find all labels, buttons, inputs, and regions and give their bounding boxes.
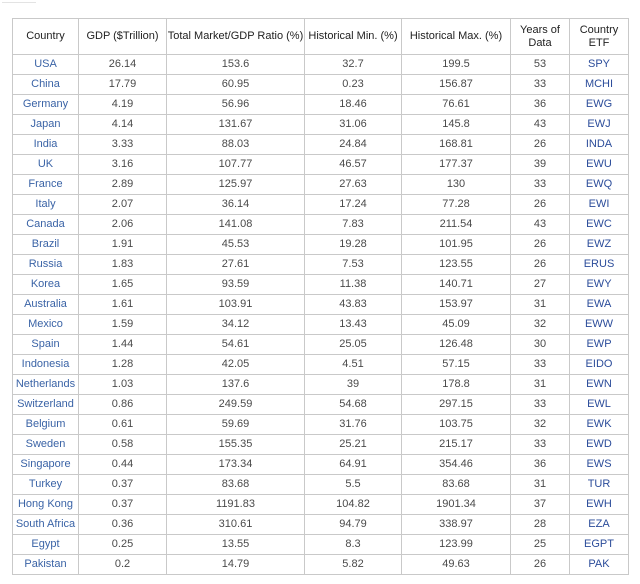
cell-country-etf: EWN [570, 375, 629, 395]
cell-market-gdp-ratio: 60.95 [167, 75, 305, 95]
cell-country: China [13, 75, 79, 95]
cell-country: Netherlands [13, 375, 79, 395]
cell-market-gdp-ratio: 137.6 [167, 375, 305, 395]
market-gdp-table [12, 18, 629, 575]
cell-historical-min: 0.23 [305, 75, 402, 95]
cell-country: Australia [13, 295, 79, 315]
cell-historical-max: 168.81 [402, 135, 511, 155]
cell-gdp: 1.59 [79, 315, 167, 335]
cell-gdp: 0.61 [79, 415, 167, 435]
cell-country: Brazil [13, 235, 79, 255]
cell-market-gdp-ratio: 249.59 [167, 395, 305, 415]
cell-country: Japan [13, 115, 79, 135]
cell-years-of-data: 33 [511, 355, 570, 375]
cell-country: France [13, 175, 79, 195]
cell-gdp: 26.14 [79, 55, 167, 75]
cell-gdp: 1.44 [79, 335, 167, 355]
cell-country: India [13, 135, 79, 155]
cell-market-gdp-ratio: 88.03 [167, 135, 305, 155]
cell-historical-max: 45.09 [402, 315, 511, 335]
table-header-row [13, 19, 629, 55]
cell-years-of-data: 33 [511, 435, 570, 455]
cell-historical-min: 25.21 [305, 435, 402, 455]
cell-historical-min: 43.83 [305, 295, 402, 315]
cell-market-gdp-ratio: 13.55 [167, 535, 305, 555]
cell-country: Mexico [13, 315, 79, 335]
cell-gdp: 3.16 [79, 155, 167, 175]
cell-country-etf: EWQ [570, 175, 629, 195]
cell-years-of-data: 27 [511, 275, 570, 295]
table-row [13, 135, 629, 155]
cell-country: Canada [13, 215, 79, 235]
cell-historical-min: 31.06 [305, 115, 402, 135]
table-row [13, 115, 629, 135]
cell-years-of-data: 26 [511, 195, 570, 215]
cell-country: USA [13, 55, 79, 75]
cell-historical-max: 199.5 [402, 55, 511, 75]
cell-country-etf: EWK [570, 415, 629, 435]
cell-historical-min: 11.38 [305, 275, 402, 295]
cell-country: Russia [13, 255, 79, 275]
cell-historical-max: 211.54 [402, 215, 511, 235]
header-historical-min: Historical Min. (%) [305, 19, 402, 55]
cell-years-of-data: 32 [511, 415, 570, 435]
cell-historical-max: 140.71 [402, 275, 511, 295]
table-row [13, 435, 629, 455]
cell-historical-max: 76.61 [402, 95, 511, 115]
cell-market-gdp-ratio: 1191.83 [167, 495, 305, 515]
cell-country: Pakistan [13, 555, 79, 575]
cell-years-of-data: 26 [511, 135, 570, 155]
table-row [13, 395, 629, 415]
cell-historical-min: 24.84 [305, 135, 402, 155]
table-row [13, 335, 629, 355]
cell-historical-max: 101.95 [402, 235, 511, 255]
cell-market-gdp-ratio: 153.6 [167, 55, 305, 75]
table-row [13, 495, 629, 515]
cell-country-etf: INDA [570, 135, 629, 155]
cell-market-gdp-ratio: 93.59 [167, 275, 305, 295]
cell-gdp: 4.19 [79, 95, 167, 115]
cell-historical-min: 17.24 [305, 195, 402, 215]
cell-country-etf: EWS [570, 455, 629, 475]
cell-historical-max: 49.63 [402, 555, 511, 575]
cell-years-of-data: 26 [511, 555, 570, 575]
cell-gdp: 2.89 [79, 175, 167, 195]
header-market-gdp-ratio: Total Market/GDP Ratio (%) [167, 19, 305, 55]
table-row [13, 375, 629, 395]
cell-country-etf: EWA [570, 295, 629, 315]
cell-market-gdp-ratio: 56.96 [167, 95, 305, 115]
cell-years-of-data: 36 [511, 95, 570, 115]
cell-market-gdp-ratio: 310.61 [167, 515, 305, 535]
cell-years-of-data: 26 [511, 235, 570, 255]
cell-gdp: 1.83 [79, 255, 167, 275]
cell-market-gdp-ratio: 103.91 [167, 295, 305, 315]
cell-historical-min: 46.57 [305, 155, 402, 175]
table-row [13, 415, 629, 435]
table-row [13, 215, 629, 235]
cell-market-gdp-ratio: 155.35 [167, 435, 305, 455]
cell-gdp: 0.44 [79, 455, 167, 475]
cell-years-of-data: 31 [511, 295, 570, 315]
cell-country-etf: EIDO [570, 355, 629, 375]
cell-country: Egypt [13, 535, 79, 555]
cell-historical-max: 156.87 [402, 75, 511, 95]
header-country: Country [13, 19, 79, 55]
cell-historical-min: 27.63 [305, 175, 402, 195]
cell-country-etf: EWH [570, 495, 629, 515]
table-row [13, 155, 629, 175]
cell-historical-min: 54.68 [305, 395, 402, 415]
cell-country-etf: EWW [570, 315, 629, 335]
cell-historical-max: 145.8 [402, 115, 511, 135]
cell-country: South Africa [13, 515, 79, 535]
header-historical-max: Historical Max. (%) [402, 19, 511, 55]
cell-historical-max: 177.37 [402, 155, 511, 175]
cell-historical-min: 25.05 [305, 335, 402, 355]
cell-country-etf: EWI [570, 195, 629, 215]
table-row [13, 255, 629, 275]
cell-country-etf: PAK [570, 555, 629, 575]
cell-country: Singapore [13, 455, 79, 475]
cell-gdp: 0.86 [79, 395, 167, 415]
cell-market-gdp-ratio: 125.97 [167, 175, 305, 195]
cell-historical-min: 39 [305, 375, 402, 395]
cell-years-of-data: 43 [511, 215, 570, 235]
table-row [13, 75, 629, 95]
cell-gdp: 1.91 [79, 235, 167, 255]
cell-historical-min: 4.51 [305, 355, 402, 375]
cell-market-gdp-ratio: 59.69 [167, 415, 305, 435]
cell-market-gdp-ratio: 131.67 [167, 115, 305, 135]
cell-historical-max: 215.17 [402, 435, 511, 455]
cell-years-of-data: 25 [511, 535, 570, 555]
cell-years-of-data: 30 [511, 335, 570, 355]
cell-country-etf: EWZ [570, 235, 629, 255]
cell-gdp: 3.33 [79, 135, 167, 155]
cell-gdp: 4.14 [79, 115, 167, 135]
cell-years-of-data: 37 [511, 495, 570, 515]
header-country-etf: Country ETF [570, 19, 629, 55]
cell-gdp: 17.79 [79, 75, 167, 95]
table-row [13, 95, 629, 115]
cell-market-gdp-ratio: 14.79 [167, 555, 305, 575]
table-row [13, 315, 629, 335]
cell-country-etf: EWP [570, 335, 629, 355]
cell-historical-max: 77.28 [402, 195, 511, 215]
cell-years-of-data: 36 [511, 455, 570, 475]
cell-country-etf: EWD [570, 435, 629, 455]
cell-country: Korea [13, 275, 79, 295]
cell-historical-min: 64.91 [305, 455, 402, 475]
market-gdp-table-container [12, 18, 628, 575]
cell-country-etf: EWJ [570, 115, 629, 135]
cell-gdp: 1.61 [79, 295, 167, 315]
cell-years-of-data: 28 [511, 515, 570, 535]
cell-country: Italy [13, 195, 79, 215]
header-gdp: GDP ($Trillion) [79, 19, 167, 55]
decorative-rule [2, 2, 36, 11]
cell-country-etf: EWG [570, 95, 629, 115]
cell-market-gdp-ratio: 45.53 [167, 235, 305, 255]
cell-historical-max: 123.55 [402, 255, 511, 275]
cell-historical-max: 178.8 [402, 375, 511, 395]
cell-historical-min: 31.76 [305, 415, 402, 435]
cell-historical-min: 13.43 [305, 315, 402, 335]
cell-country-etf: EWL [570, 395, 629, 415]
cell-market-gdp-ratio: 34.12 [167, 315, 305, 335]
cell-years-of-data: 26 [511, 255, 570, 275]
table-row [13, 555, 629, 575]
cell-market-gdp-ratio: 107.77 [167, 155, 305, 175]
cell-historical-min: 5.82 [305, 555, 402, 575]
cell-historical-max: 153.97 [402, 295, 511, 315]
cell-years-of-data: 39 [511, 155, 570, 175]
cell-gdp: 2.07 [79, 195, 167, 215]
cell-market-gdp-ratio: 173.34 [167, 455, 305, 475]
cell-country: Indonesia [13, 355, 79, 375]
cell-country: UK [13, 155, 79, 175]
table-row [13, 355, 629, 375]
table-row [13, 235, 629, 255]
cell-years-of-data: 43 [511, 115, 570, 135]
cell-historical-max: 1901.34 [402, 495, 511, 515]
cell-country-etf: EWY [570, 275, 629, 295]
cell-market-gdp-ratio: 42.05 [167, 355, 305, 375]
cell-historical-max: 57.15 [402, 355, 511, 375]
cell-years-of-data: 31 [511, 475, 570, 495]
cell-country-etf: ERUS [570, 255, 629, 275]
cell-market-gdp-ratio: 54.61 [167, 335, 305, 355]
cell-market-gdp-ratio: 36.14 [167, 195, 305, 215]
cell-gdp: 0.36 [79, 515, 167, 535]
cell-gdp: 1.03 [79, 375, 167, 395]
cell-country-etf: EZA [570, 515, 629, 535]
cell-historical-min: 104.82 [305, 495, 402, 515]
cell-historical-max: 297.15 [402, 395, 511, 415]
cell-gdp: 1.65 [79, 275, 167, 295]
cell-gdp: 2.06 [79, 215, 167, 235]
cell-country: Spain [13, 335, 79, 355]
table-row [13, 515, 629, 535]
table-row [13, 175, 629, 195]
cell-historical-min: 94.79 [305, 515, 402, 535]
cell-historical-min: 8.3 [305, 535, 402, 555]
cell-country: Germany [13, 95, 79, 115]
table-row [13, 195, 629, 215]
cell-years-of-data: 53 [511, 55, 570, 75]
cell-country-etf: MCHI [570, 75, 629, 95]
cell-historical-max: 338.97 [402, 515, 511, 535]
cell-historical-max: 126.48 [402, 335, 511, 355]
cell-gdp: 0.37 [79, 495, 167, 515]
cell-years-of-data: 31 [511, 375, 570, 395]
cell-country: Belgium [13, 415, 79, 435]
cell-gdp: 0.2 [79, 555, 167, 575]
cell-years-of-data: 32 [511, 315, 570, 335]
cell-country: Turkey [13, 475, 79, 495]
cell-gdp: 0.25 [79, 535, 167, 555]
cell-gdp: 1.28 [79, 355, 167, 375]
table-row [13, 455, 629, 475]
cell-historical-max: 130 [402, 175, 511, 195]
cell-gdp: 0.37 [79, 475, 167, 495]
cell-country-etf: EWC [570, 215, 629, 235]
cell-historical-min: 7.83 [305, 215, 402, 235]
cell-market-gdp-ratio: 83.68 [167, 475, 305, 495]
cell-historical-max: 103.75 [402, 415, 511, 435]
table-row [13, 295, 629, 315]
table-row [13, 55, 629, 75]
cell-country-etf: EWU [570, 155, 629, 175]
table-row [13, 475, 629, 495]
cell-country: Sweden [13, 435, 79, 455]
cell-historical-min: 19.28 [305, 235, 402, 255]
cell-years-of-data: 33 [511, 75, 570, 95]
table-row [13, 535, 629, 555]
cell-gdp: 0.58 [79, 435, 167, 455]
header-years-of-data: Years of Data [511, 19, 570, 55]
cell-historical-max: 123.99 [402, 535, 511, 555]
cell-years-of-data: 33 [511, 395, 570, 415]
cell-market-gdp-ratio: 141.08 [167, 215, 305, 235]
cell-country: Hong Kong [13, 495, 79, 515]
cell-market-gdp-ratio: 27.61 [167, 255, 305, 275]
cell-years-of-data: 33 [511, 175, 570, 195]
cell-country-etf: EGPT [570, 535, 629, 555]
cell-historical-min: 5.5 [305, 475, 402, 495]
cell-historical-max: 354.46 [402, 455, 511, 475]
cell-historical-max: 83.68 [402, 475, 511, 495]
cell-historical-min: 7.53 [305, 255, 402, 275]
cell-country-etf: TUR [570, 475, 629, 495]
table-row [13, 275, 629, 295]
table-body [13, 55, 629, 575]
cell-country: Switzerland [13, 395, 79, 415]
cell-historical-min: 18.46 [305, 95, 402, 115]
cell-historical-min: 32.7 [305, 55, 402, 75]
cell-country-etf: SPY [570, 55, 629, 75]
